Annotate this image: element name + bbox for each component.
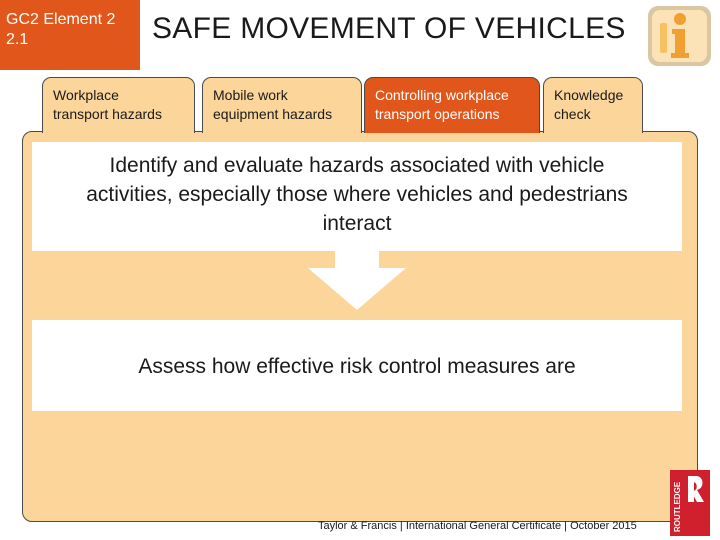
statement-box-assess: [32, 320, 682, 411]
info-logo-icon: [647, 5, 712, 67]
tab-knowledge-check[interactable]: [543, 77, 643, 133]
tab-label-line-2: transport hazards: [53, 106, 162, 122]
tab-label-line-2: check: [554, 106, 591, 122]
tab-label-line-2: transport operations: [375, 106, 500, 122]
down-arrow-icon: [302, 250, 412, 312]
element-badge: [0, 0, 140, 70]
tab-controlling-workplace-transport-operations[interactable]: [364, 77, 540, 133]
badge-line-2: 2.1: [6, 31, 29, 48]
tab-label-line-1: Controlling workplace: [375, 87, 509, 103]
tab-label-line-1: Mobile work: [213, 87, 288, 103]
badge-line-1: GC2 Element 2: [6, 11, 116, 28]
statement-line-3: interact: [322, 212, 392, 235]
page-title: SAFE MOVEMENT OF VEHICLES: [152, 12, 626, 45]
tab-label-line-2: equipment hazards: [213, 106, 333, 122]
statement-line-1: Identify and evaluate hazards associated with vehicle: [109, 154, 605, 177]
routledge-logo-icon: [670, 470, 710, 536]
routledge-logo-text: ROUTLEDGE: [673, 481, 682, 532]
tab-label-line-1: Workplace: [53, 87, 119, 103]
statement-box-identify: [32, 142, 682, 251]
tab-workplace-transport-hazards[interactable]: [42, 77, 195, 133]
tab-mobile-work-equipment-hazards[interactable]: [202, 77, 362, 133]
statement-text: Assess how effective risk control measures are: [138, 355, 576, 378]
statement-line-2: activities, especially those where vehicles and pedestrians: [86, 183, 628, 206]
footer-text: Taylor & Francis | International General Certificate | October 2015: [318, 520, 637, 532]
tab-label-line-1: Knowledge: [554, 87, 624, 103]
